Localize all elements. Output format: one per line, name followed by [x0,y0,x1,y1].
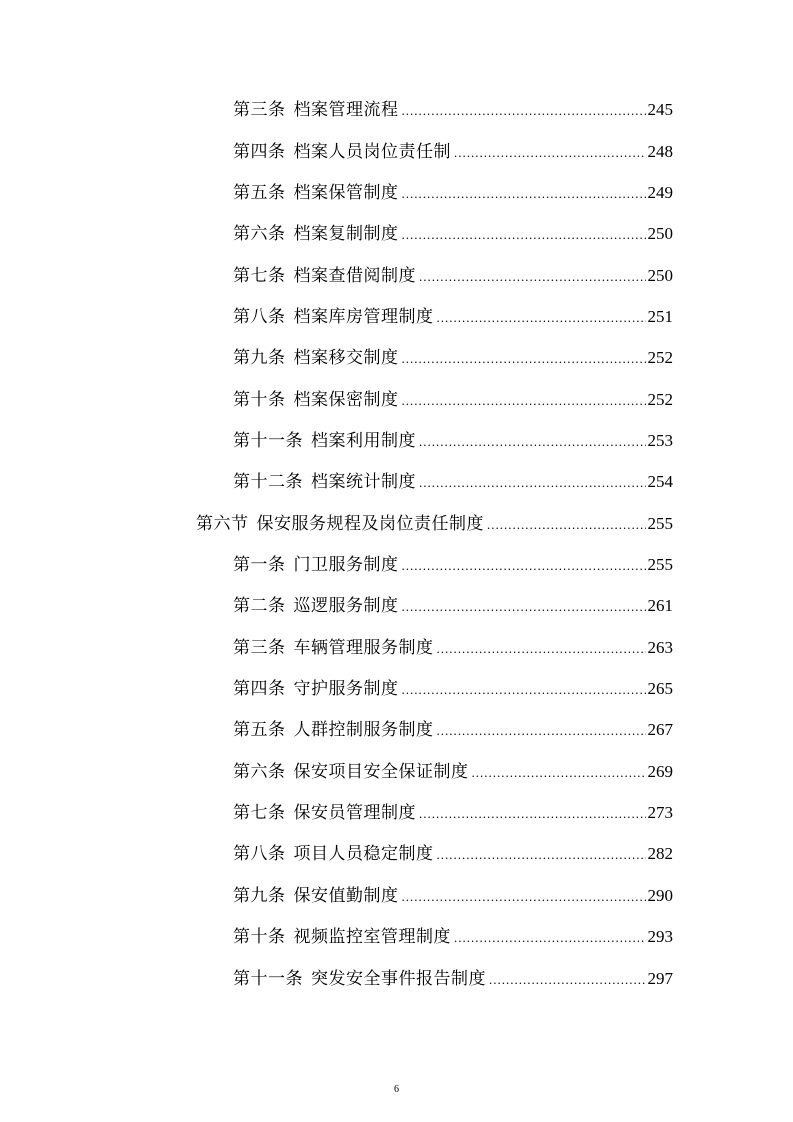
toc-entry-title: 突发安全事件报告制度 [311,969,486,989]
toc-entry[interactable] [233,386,673,414]
toc-entry-page: 282 [647,844,673,863]
toc-entry[interactable] [233,965,673,993]
toc-entry-title: 档案利用制度 [311,431,416,451]
toc-leader-dots [402,552,646,580]
toc-entry-number: 第六条 [233,224,286,244]
toc-entry-title: 守护服务制度 [293,679,399,699]
toc-entry[interactable] [233,882,673,910]
toc-entry-title: 档案统计制度 [311,472,416,492]
toc-entry-title: 保安项目安全保证制度 [293,762,469,782]
toc-entry-title: 档案人员岗位责任制 [293,142,451,162]
toc-entry-title: 保安员管理制度 [293,803,416,823]
toc-leader-dots [419,469,646,497]
toc-entry-page: 254 [647,472,673,491]
toc-entry[interactable] [233,716,673,744]
toc-entry-number: 第二条 [233,596,286,616]
toc-leader-dots [402,180,646,208]
toc-leader-dots [487,511,646,539]
toc-entry-page: 255 [647,555,673,574]
toc-leader-dots [402,883,646,911]
toc-entry-title: 车辆管理服务制度 [293,638,434,658]
toc-leader-dots [402,97,646,125]
toc-entry-title: 档案移交制度 [293,348,399,368]
toc-leader-dots [454,924,646,952]
toc-section-entry[interactable] [196,510,673,538]
toc-entry-page: 293 [647,927,673,946]
toc-entry-number: 第五条 [233,720,286,740]
toc-entry-page: 252 [647,390,673,409]
toc-entry-number: 第十二条 [233,472,303,492]
toc-entry-page: 267 [647,720,673,739]
toc-entry[interactable] [233,592,673,620]
toc-entry[interactable] [233,634,673,662]
toc-entry-number: 第三条 [233,100,286,120]
toc-entry-page: 252 [647,348,673,367]
toc-entry-number: 第九条 [233,348,286,368]
toc-entry-number: 第八条 [233,307,286,327]
toc-entry-page: 251 [647,307,673,326]
toc-leader-dots [402,593,646,621]
toc-entry-number: 第三条 [233,638,286,658]
toc-entry-page: 255 [647,514,673,533]
toc-leader-dots [437,304,646,332]
toc-entry-title: 保安服务规程及岗位责任制度 [256,514,484,534]
toc-entry[interactable] [233,840,673,868]
toc-entry-number: 第六节 [196,514,249,534]
toc-entry-page: 253 [647,431,673,450]
toc-entry-number: 第七条 [233,803,286,823]
toc-entry-number: 第十条 [233,927,286,947]
toc-leader-dots [472,759,646,787]
toc-entry-title: 巡逻服务制度 [293,596,399,616]
toc-entry-page: 263 [647,638,673,657]
toc-entry-title: 保安值勤制度 [293,886,399,906]
toc-entry-number: 第四条 [233,142,286,162]
toc-entry[interactable] [233,551,673,579]
toc-entry[interactable] [233,758,673,786]
toc-entry-number: 第十条 [233,390,286,410]
toc-entry-number: 第七条 [233,266,286,286]
toc-leader-dots [489,966,646,994]
toc-entry-title: 档案保密制度 [293,390,399,410]
toc-entry[interactable] [233,468,673,496]
toc-entry-title: 档案复制制度 [293,224,399,244]
toc-entry[interactable] [233,427,673,455]
toc-entry-title: 人群控制服务制度 [293,720,434,740]
toc-leader-dots [454,139,646,167]
toc-entry-page: 248 [647,142,673,161]
toc-entry-title: 档案管理流程 [293,100,399,120]
toc-entry-page: 269 [647,762,673,781]
toc-leader-dots [437,717,646,745]
toc-entry-number: 第一条 [233,555,286,575]
toc-entry-number: 第六条 [233,762,286,782]
toc-entry-title: 档案库房管理制度 [293,307,434,327]
toc-entry[interactable] [233,138,673,166]
toc-entry-page: 297 [647,969,673,988]
toc-leader-dots [419,263,646,291]
toc-entry[interactable] [233,675,673,703]
toc-leader-dots [402,221,646,249]
toc-entry[interactable] [233,262,673,290]
toc-entry-number: 第九条 [233,886,286,906]
toc-entry[interactable] [233,220,673,248]
toc-leader-dots [437,635,646,663]
toc-entry-page: 273 [647,803,673,822]
toc-entry-number: 第八条 [233,844,286,864]
toc-leader-dots [402,345,646,373]
toc-entry-number: 第十一条 [233,431,303,451]
toc-entry-page: 250 [647,224,673,243]
toc-leader-dots [402,676,646,704]
toc-entry-page: 261 [647,596,673,615]
toc-entry[interactable] [233,303,673,331]
toc-entry-title: 门卫服务制度 [293,555,399,575]
toc-leader-dots [402,387,646,415]
toc-entry[interactable] [233,179,673,207]
toc-leader-dots [419,800,646,828]
toc-entry-title: 视频监控室管理制度 [293,927,451,947]
toc-entry-page: 290 [647,886,673,905]
toc-entry[interactable] [233,96,673,124]
toc-entry-page: 245 [647,100,673,119]
toc-entry-number: 第四条 [233,679,286,699]
toc-entry-number: 第十一条 [233,969,303,989]
toc-leader-dots [437,841,646,869]
toc-entry-number: 第五条 [233,183,286,203]
toc-entry[interactable] [233,923,673,951]
toc-entry-page: 265 [647,679,673,698]
toc-entry-page: 250 [647,266,673,285]
toc-entry[interactable] [233,799,673,827]
toc-entry-page: 249 [647,183,673,202]
page-number: 6 [394,1084,399,1095]
toc-leader-dots [419,428,646,456]
toc-entry-title: 档案保管制度 [293,183,399,203]
toc-entry[interactable] [233,344,673,372]
toc-entry-title: 项目人员稳定制度 [293,844,434,864]
toc-entry-title: 档案查借阅制度 [293,266,416,286]
